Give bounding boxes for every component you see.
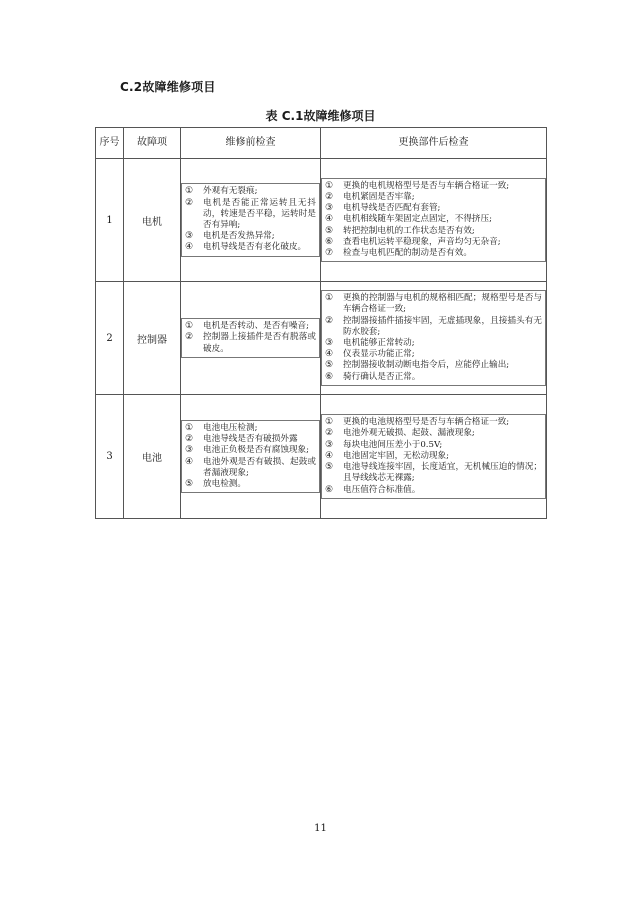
item-number-marker: ②: [325, 191, 334, 202]
item-text: 更换的控制器与电机的规格相匹配；规格型号是否与车辆合格证一致;: [343, 293, 542, 315]
check-item: [325, 417, 542, 428]
item-number-marker: ④: [325, 214, 334, 225]
item-text: 电池外观是否有破损、起鼓或者漏液现象;: [203, 456, 316, 478]
item-text: 电机是否能正常运转且无抖动，转速是否平稳，运转时是否有异响;: [203, 197, 316, 230]
item-number-marker: ④: [325, 450, 334, 461]
post-check-cell: [321, 395, 547, 519]
item-text: 电机能够正常转动;: [343, 338, 415, 348]
item-number-marker: ⑥: [325, 236, 334, 247]
row-item: 控制器: [124, 282, 181, 395]
item-text: 电机相线随车架固定点固定，不得挤压;: [343, 214, 492, 225]
item-number-marker: ①: [185, 186, 194, 197]
item-number-marker: ⑤: [325, 225, 334, 236]
item-number-marker: ②: [185, 434, 194, 445]
item-number-marker: ⑥: [325, 484, 334, 495]
check-item: [185, 457, 316, 479]
check-item: [325, 293, 542, 315]
header-item: 故障项: [124, 128, 181, 159]
row-seq: 1: [96, 159, 124, 282]
check-item: [325, 440, 542, 451]
table-caption: 表 C.1故障维修项目: [265, 109, 376, 123]
row-item: 电机: [124, 159, 181, 282]
check-item-list: [325, 293, 542, 383]
row-seq: 2: [96, 282, 124, 395]
item-number-marker: ①: [325, 180, 334, 191]
check-item: [325, 203, 542, 214]
maintenance-table: [95, 127, 547, 519]
check-item: [185, 321, 316, 332]
check-item: [185, 332, 316, 354]
check-item: [185, 186, 316, 197]
item-text: 骑行确认是否正常。: [343, 371, 421, 382]
item-text: 转把控制电机的工作状态是否有效;: [343, 225, 475, 236]
item-number-marker: ⑦: [325, 248, 334, 258]
check-item-list: [185, 423, 316, 490]
item-number-marker: ⑥: [325, 371, 334, 382]
row-seq: 3: [96, 395, 124, 519]
item-number-marker: ⑤: [325, 360, 334, 371]
check-item: [185, 445, 316, 456]
item-text: 电机是否转动、是否有噪音;: [203, 321, 310, 332]
item-text: 电机紧固是否牢靠;: [343, 191, 415, 202]
item-text: 电池电压检测;: [203, 422, 258, 433]
item-number-marker: ①: [325, 293, 334, 304]
item-text: 外观有无裂痕;: [203, 186, 258, 197]
item-text: 电机导线是否匹配有套管;: [343, 203, 441, 214]
table-header-row: [96, 128, 547, 159]
item-text: 查看电机运转平稳现象，声音均匀无杂音;: [343, 236, 501, 247]
check-item: [325, 485, 542, 496]
check-item: [325, 237, 542, 248]
item-number-marker: ③: [325, 439, 334, 450]
check-item: [325, 181, 542, 192]
check-item: [185, 434, 316, 445]
check-item-list: [185, 186, 316, 253]
check-item: [325, 248, 542, 259]
item-text: 电池正负极是否有腐蚀现象;: [203, 445, 310, 456]
section-title: C.2故障维修项目: [120, 80, 216, 94]
table-row: [96, 159, 547, 282]
page-number: 11: [314, 823, 327, 834]
item-number-marker: ①: [185, 321, 194, 332]
item-text: 每块电池间压差小于0.5V;: [343, 439, 443, 450]
header-post-check: 更换部件后检查: [321, 128, 547, 159]
check-item: [325, 226, 542, 237]
check-item-list: [325, 181, 542, 259]
row-item: 电池: [124, 395, 181, 519]
item-number-marker: ③: [325, 338, 334, 348]
check-item: [325, 349, 542, 360]
item-text: 检查与电机匹配的制动是否有效。: [343, 248, 472, 258]
post-check-cell: [321, 159, 547, 282]
check-item-list: [325, 417, 542, 495]
check-item: [325, 338, 542, 349]
check-item: [325, 214, 542, 225]
header-seq: 序号: [96, 128, 124, 159]
item-text: 放电检测。: [203, 478, 246, 489]
item-number-marker: ②: [325, 428, 334, 439]
item-number-marker: ⑤: [325, 462, 334, 473]
item-number-marker: ④: [185, 456, 194, 467]
item-text: 电池导线连接牢固，长度适宜，无机械压迫的情况；且导线线芯无裸露;: [343, 462, 542, 484]
item-text: 电池固定牢固，无松动现象;: [343, 450, 450, 461]
table-row: [96, 282, 547, 395]
item-text: 控制器接插件插接牢固，无虚插现象，且接插头有无防水胶套;: [343, 315, 542, 337]
check-item: [325, 428, 542, 439]
item-text: 电池导线是否有破损外露: [203, 434, 298, 445]
check-item: [185, 198, 316, 232]
check-item: [325, 462, 542, 484]
header-pre-check: 维修前检查: [181, 128, 321, 159]
pre-check-cell: [181, 395, 321, 519]
item-number-marker: ②: [185, 197, 194, 208]
item-number-marker: ④: [325, 349, 334, 360]
pre-check-cell: [181, 159, 321, 282]
post-check-cell: [321, 282, 547, 395]
check-item-list: [185, 321, 316, 355]
check-item: [325, 316, 542, 338]
check-item: [325, 192, 542, 203]
item-number-marker: ②: [325, 315, 334, 326]
table-row: [96, 395, 547, 519]
item-text: 控制器接收制动断电指令后，应能停止输出;: [343, 360, 510, 371]
item-number-marker: ②: [185, 332, 194, 343]
item-number-marker: ③: [185, 445, 194, 456]
pre-check-cell: [181, 282, 321, 395]
item-number-marker: ①: [325, 417, 334, 428]
check-item: [185, 231, 316, 242]
check-item: [185, 423, 316, 434]
check-item: [325, 451, 542, 462]
item-text: 更换的电池规格型号是否与车辆合格证一致;: [343, 417, 510, 428]
item-text: 电压值符合标准值。: [343, 484, 421, 495]
check-item: [325, 372, 542, 383]
item-text: 更换的电机规格型号是否与车辆合格证一致;: [343, 180, 510, 191]
item-text: 电机是否发热异常;: [203, 231, 275, 242]
item-text: 电机导线是否有老化破皮。: [203, 242, 307, 253]
check-item: [185, 242, 316, 253]
item-number-marker: ③: [325, 203, 334, 214]
item-number-marker: ③: [185, 231, 194, 242]
item-number-marker: ⑤: [185, 478, 194, 489]
check-item: [325, 360, 542, 371]
item-text: 控制器上接插件是否有脱落或破皮。: [203, 332, 316, 354]
item-number-marker: ④: [185, 242, 194, 253]
check-item: [185, 479, 316, 490]
item-text: 仪表显示功能正常;: [343, 349, 415, 360]
item-number-marker: ①: [185, 422, 194, 433]
item-text: 电池外观无破损、起鼓、漏液现象;: [343, 428, 475, 439]
